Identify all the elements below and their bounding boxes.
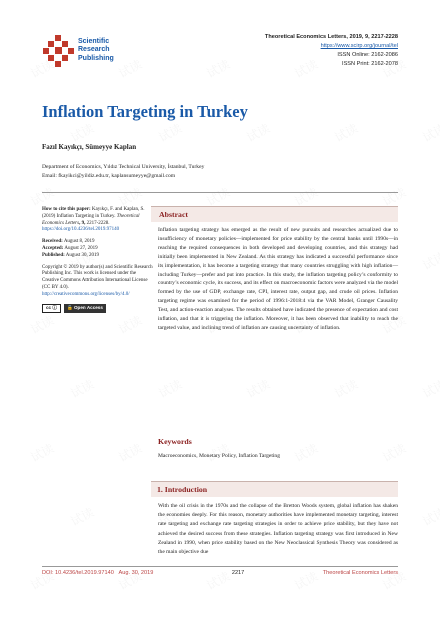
watermark-text (291, 439, 320, 465)
footer-doi-date (42, 570, 153, 576)
published-label: Published: (42, 252, 65, 258)
abstract-heading-bar (151, 206, 398, 222)
footer-divider (42, 566, 398, 567)
cite-journal: Theoretical Economics Letters (42, 213, 140, 226)
affiliation-block (42, 163, 204, 181)
watermark-text (155, 119, 184, 145)
watermark-text (419, 247, 440, 273)
affiliation: Department of Economics, Yıldız Technical University, İstanbul, Turkey (42, 164, 205, 170)
page-number: 2217 (231, 570, 245, 576)
cite-volume: , 9, (79, 220, 86, 226)
watermark-text (419, 375, 440, 401)
watermark-text (27, 311, 56, 337)
abstract-text: Inflation targeting strategy has emerged as the result of new pursuits and researches actualized due to insufficiency of monetary policies—implemented for price stability by the central banks until 1990s—in reaching the required consequences in both developed and developing countries, and this strategy had initially been implemented in New Zealand. As this strategy has indicated a successful performance since its implementation, it has become a targeting strategy that many countries struggling with high inflation—including Turkey—prefer and put into practice. In this study, the inflation targeting policy’s conformity to country’s economic cycle, its success, and its effect on macroeconomic factors were analyzed via the model formed by the use of GDP, exchange rate, CPI, interest rate, output gap, and crude oil prices. Inflation targeting regime was examined for the period of 1996:1-2018:4 via the VAR Model, Granger Causality Test, and action-reaction analyses. The results obtained have indicated the presence of expectation and cost inflation, and that it is triggering the inflation. Moreover, it has been observed that inability to reach the targeted value, and inclining trend of inflation are causing uncertainty of inflation. (158, 227, 398, 331)
how-to-cite-label: How to cite this paper: (42, 207, 91, 212)
watermark-text (379, 439, 408, 465)
publisher-logo[interactable] (42, 34, 152, 70)
scirp-logo-icon (42, 34, 76, 68)
accepted-date: August 27, 2019 (64, 245, 98, 251)
license-badges (42, 304, 154, 313)
how-to-cite-text: Kayıkçı, F. and Kaplan, S. (2019) Inflation Targeting in Turkey. (42, 207, 145, 219)
article-authors: Fazıl Kayıkçı, Sümeyye Kaplan (42, 143, 137, 151)
publisher-line: Scientific (78, 38, 110, 45)
copyright (42, 265, 154, 299)
publisher-line: Research (78, 46, 110, 54)
cc-by-icon[interactable]: cc ⓘ (42, 304, 61, 313)
watermark-text (67, 375, 96, 401)
article-info-sidebar (42, 207, 154, 313)
doi-link[interactable]: https://doi.org/10.4236/tel.2019.97140 (42, 227, 120, 233)
watermark-text (243, 375, 272, 401)
publisher-line: Publishing (78, 54, 114, 62)
issn-print: ISSN Print: 2162-2078 (342, 61, 398, 67)
journal-link[interactable]: https://www.scirp.org/journal/tel (320, 43, 398, 49)
issn-online: ISSN Online: 2162-2086 (337, 52, 398, 58)
watermark-text (27, 439, 56, 465)
received-date: August 8, 2019 (63, 239, 95, 245)
watermark-text (419, 503, 440, 529)
published-date: August 30, 2019 (65, 252, 99, 258)
copyright-text: Copyright © 2019 by author(s) and Scientific Research Publishing Inc. This work is licensed under the Creative Commons Attribution International License (CC BY 4.0). (42, 264, 153, 290)
keywords-text: Macroeconomics, Monetary Policy, Inflation Targeting (158, 453, 280, 459)
how-to-cite (42, 207, 154, 234)
watermark-text (27, 183, 56, 209)
open-access-icon: 🔓 (66, 304, 74, 310)
watermark-text (67, 503, 96, 529)
watermark-text (155, 375, 184, 401)
journal-meta (265, 33, 398, 69)
accepted-label: Accepted: (42, 245, 64, 251)
cite-pages: 2217-2228. (86, 220, 110, 226)
publisher-name (78, 38, 114, 63)
header-divider (42, 192, 398, 193)
open-access-label: Open Access (73, 304, 103, 310)
watermark-text (203, 55, 232, 81)
keywords-heading: Keywords (158, 437, 192, 446)
introduction-heading-bar (151, 481, 398, 497)
abstract-heading: Abstract (159, 210, 189, 219)
introduction-heading: 1. Introduction (157, 485, 208, 494)
watermark-text (243, 119, 272, 145)
watermark-text (115, 183, 144, 209)
watermark-text (67, 119, 96, 145)
author-email[interactable]: Email: fkayikci@yildiz.edu.tr, kaplansumeyye@gmail.com (42, 173, 176, 179)
license-link[interactable]: http://creativecommons.org/licenses/by/4.0/ (42, 291, 130, 297)
journal-citation: Theoretical Economics Letters, 2019, 9, 2217-2228 (264, 34, 398, 40)
open-access-badge[interactable] (64, 304, 106, 313)
introduction-text: With the oil crisis in the 1970s and the collapse of the Bretton Woods system, global inflation has shaken the economies deeply. For this reason, monetary authorities have implemented monetary targeting, interest rate targeting and exchange rate targeting strategies in order to achieve price stability, but they have not achieved the desired success from these strategies. Inflation targeting strategy was first introduced in New Zealand in 1990, when price stability based on the New Neoclassical Synthesis Theory was considered as the main objective due (158, 503, 398, 556)
footer-doi[interactable]: DOI: 10.4236/tel.2019.97140 (42, 570, 114, 576)
received-label: Received: (42, 239, 63, 245)
watermark-text (331, 119, 360, 145)
watermark-text (115, 439, 144, 465)
watermark-text (419, 119, 440, 145)
article-dates (42, 239, 154, 259)
watermark-text (331, 375, 360, 401)
page-footer (42, 570, 398, 576)
footer-date: Aug. 30, 2019 (118, 570, 154, 576)
footer-journal: Theoretical Economics Letters (322, 570, 398, 576)
watermark-text (115, 311, 144, 337)
article-title: Inflation Targeting in Turkey (42, 102, 248, 121)
